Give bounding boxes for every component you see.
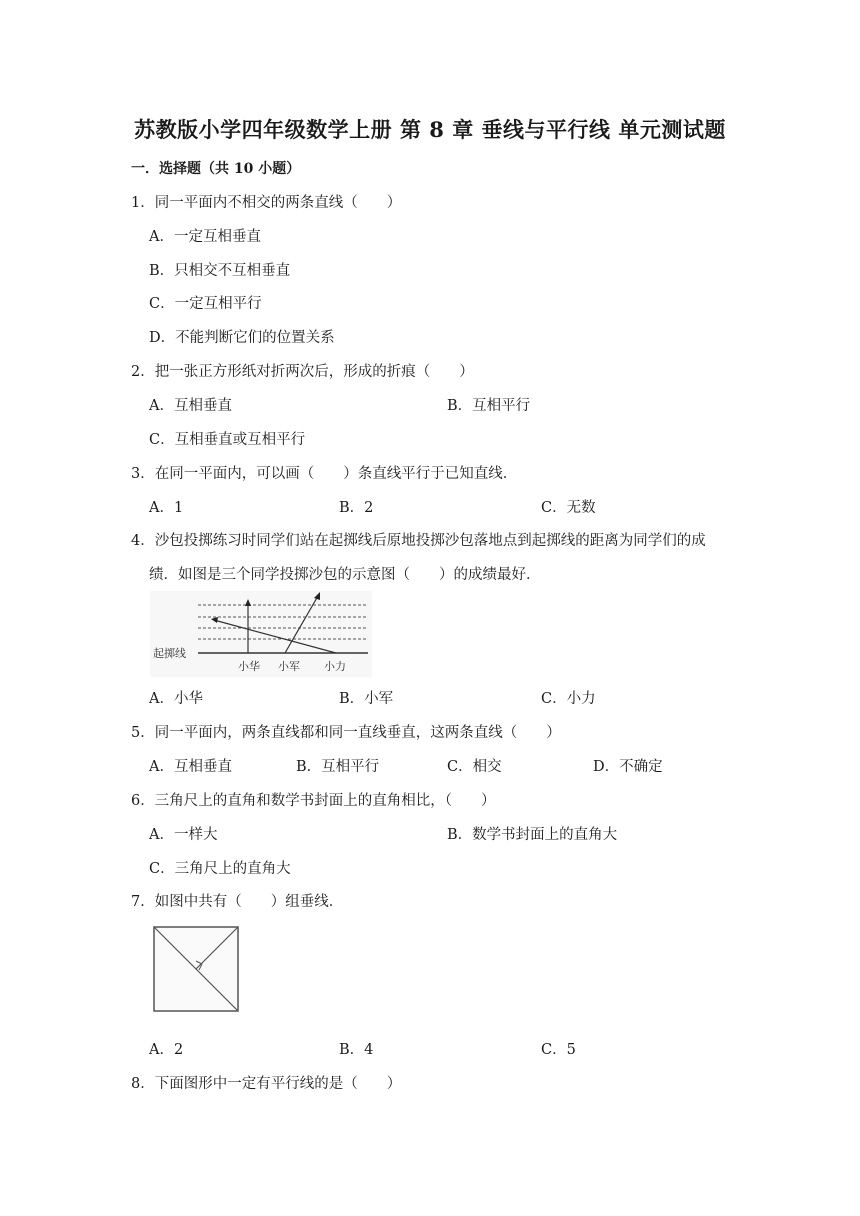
q6-option-b: B．数学书封面上的直角大	[447, 827, 618, 843]
page-title: 苏教版小学四年级数学上册 第 8 章 垂线与平行线 单元测试题	[134, 117, 726, 142]
q5-option-a: A．互相垂直	[149, 759, 232, 775]
throwing-diagram	[150, 591, 372, 677]
question-1-stem: 1．同一平面内不相交的两条直线（ ）	[131, 195, 402, 211]
q6-option-a: A．一样大	[149, 827, 218, 843]
q2-option-a: A．互相垂直	[149, 398, 232, 414]
q3-option-b: B．2	[339, 500, 374, 516]
q1-option-a: A．一定互相垂直	[149, 229, 261, 245]
q7-option-b: B．4	[339, 1042, 374, 1058]
question-6-stem: 6．三角尺上的直角和数学书封面上的直角相比，（ ）	[131, 793, 496, 809]
baseline-label: 起掷线	[153, 647, 186, 660]
question-3-stem: 3．在同一平面内，可以画（ ）条直线平行于已知直线．	[131, 466, 518, 482]
q1-option-d: D．不能判断它们的位置关系	[149, 330, 335, 346]
label-xiaojun: 小军	[278, 660, 300, 673]
q7-option-c: C．5	[541, 1042, 576, 1058]
square-diagram	[151, 924, 241, 1014]
label-xiaohua: 小华	[238, 660, 260, 673]
q1-option-c: C．一定互相平行	[149, 296, 262, 312]
q3-option-c: C．无数	[541, 500, 596, 516]
section-heading: 一．选择题（共 10 小题）	[131, 161, 301, 177]
question-7-stem: 7．如图中共有（ ）组垂线．	[131, 894, 344, 910]
q4-option-c: C．小力	[541, 691, 596, 707]
question-5-stem: 5．同一平面内，两条直线都和同一直线垂直，这两条直线（ ）	[131, 725, 561, 741]
q2-option-b: B．互相平行	[447, 398, 531, 414]
q7-option-a: A．2	[149, 1042, 184, 1058]
q5-option-c: C．相交	[447, 759, 502, 775]
q5-option-d: D．不确定	[593, 759, 663, 775]
q2-option-c: C．互相垂直或互相平行	[149, 432, 306, 448]
question-2-stem: 2．把一张正方形纸对折两次后，形成的折痕（ ）	[131, 364, 474, 380]
q4-option-b: B．小军	[339, 691, 394, 707]
question-8-stem: 8．下面图形中一定有平行线的是（ ）	[131, 1076, 402, 1092]
question-4-stem-line2: 绩．如图是三个同学投掷沙包的示意图（ ）的成绩最好．	[149, 567, 541, 583]
q6-option-c: C．三角尺上的直角大	[149, 861, 291, 877]
q4-option-a: A．小华	[149, 691, 203, 707]
question-4-stem-line1: 4．沙包投掷练习时同学们站在起掷线后原地投掷沙包落地点到起掷线的距离为同学们的成	[131, 533, 706, 549]
label-xiaoli: 小力	[324, 660, 346, 673]
q5-option-b: B．互相平行	[296, 759, 380, 775]
q3-option-a: A．1	[149, 500, 184, 516]
q1-option-b: B．只相交不互相垂直	[149, 263, 291, 279]
